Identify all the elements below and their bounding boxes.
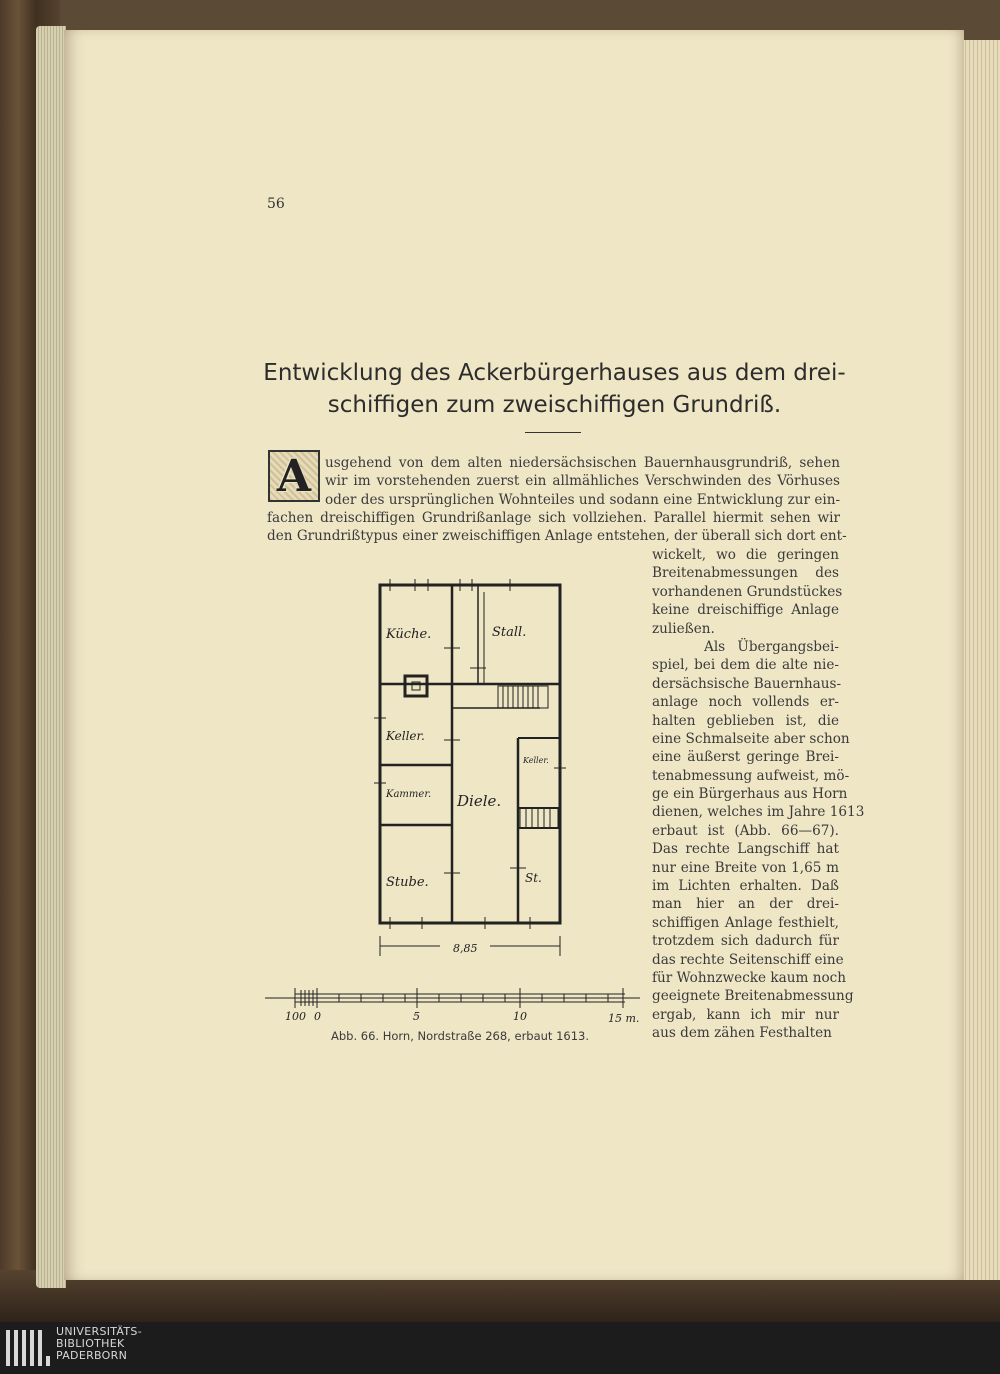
page-edges-right [958, 40, 1000, 1280]
text-line: im Lichten erhalten. Daß [652, 878, 839, 895]
decorated-initial [268, 450, 320, 502]
room-label-keller-left: Keller. [386, 729, 425, 743]
text-line: ergab, kann ich mir nur [652, 1006, 839, 1023]
page-number: 56 [267, 196, 285, 212]
initial-letter: A [276, 450, 312, 502]
text-line: dersächsische Bauernhaus- [652, 675, 842, 692]
text-line: ge ein Bürgerhaus aus Horn [652, 786, 848, 803]
text-line: oder des ursprünglichen Wohnteiles und sodann eine Entwicklung zur ein- [325, 491, 841, 508]
text-line: eine Schmalseite aber schon [652, 730, 850, 747]
page-edges [36, 26, 66, 1288]
paragraph-full [267, 509, 847, 546]
library-logo-icon [6, 1328, 50, 1368]
scale-label: 10 [513, 1010, 527, 1023]
room-label-keller-right: Keller. [523, 756, 549, 765]
width-dimension-label: 8,85 [453, 942, 478, 955]
text-line: aus dem zähen Festhalten [652, 1025, 832, 1042]
text-line: keine dreischiffige Anlage [652, 602, 839, 619]
chapter-title [262, 357, 847, 421]
text-line: wickelt, wo die geringen [652, 547, 839, 563]
text-line: geeignete Breitenabmessung [652, 988, 854, 1005]
text-line: vorhandenen Grundstückes [652, 583, 843, 600]
text-line: Breitenabmessungen des [652, 565, 839, 582]
text-line: nur eine Breite von 1,65 m [652, 859, 839, 876]
text-line: wir im vorstehenden zuerst ein allmähliches Verschwinden des Vörhuses [325, 473, 840, 490]
text-line: man hier an der drei- [652, 896, 839, 913]
scale-label: 5 [413, 1010, 420, 1023]
text-line: tenabmessung aufweist, mö- [652, 767, 850, 784]
room-label-kammer: Kammer. [386, 789, 432, 800]
paragraph-indented [325, 454, 840, 509]
figure-caption: Abb. 66. Horn, Nordstraße 268, erbaut 1613. [330, 1029, 590, 1043]
text-line: usgehend von dem alten niedersächsischen Bauernhausgrundriß, sehen [325, 455, 840, 471]
title-divider [525, 432, 581, 433]
floor-plan [360, 568, 570, 968]
text-line: spiel, bei dem die alte nie- [652, 657, 839, 674]
text-line: trotzdem sich dadurch für [652, 933, 839, 950]
text-line: dienen, welches im Jahre 1613 [652, 804, 865, 821]
text-line: für Wohnzwecke kaum noch [652, 969, 847, 986]
scale-label: 15 m. [608, 1012, 640, 1025]
text-line: Das rechte Langschiff hat [652, 841, 839, 858]
text-line: das rechte Seitenschiff eine [652, 951, 844, 968]
text-line: den Grundrißtypus einer zweischiffigen Anlage entstehen, der überall sich dort ent- [267, 528, 847, 545]
room-label-stube: Stube. [386, 875, 429, 890]
text-line: erbaut ist (Abb. 66—67). [652, 822, 839, 839]
text-line: fachen dreischiffigen Grundrißanlage sich vollziehen. Parallel hiermit sehen wir [267, 510, 840, 526]
scale-bar [265, 985, 645, 1025]
title-line-1: Entwicklung des Ackerbürgerhauses aus dem drei- [263, 360, 846, 386]
text-line: eine äußerst geringe Brei- [652, 749, 839, 766]
scale-label: 100 [285, 1010, 306, 1023]
room-label-st: St. [525, 871, 542, 885]
library-name-line: UNIVERSITÄTS- [56, 1325, 142, 1338]
text-line: halten geblieben ist, die [652, 712, 839, 729]
text-line: schiffigen Anlage festhielt, [652, 914, 839, 931]
library-name-line: BIBLIOTHEK [56, 1337, 125, 1350]
text-line: zuließen. [652, 620, 715, 637]
room-label-stall: Stall. [492, 625, 527, 640]
text-line: Als Übergangsbei- [704, 638, 839, 655]
library-name [56, 1326, 256, 1362]
room-label-diele: Diele. [457, 792, 502, 810]
library-name-line: PADERBORN [56, 1349, 128, 1362]
side-column-text [652, 546, 865, 1043]
title-line-2: schiffigen zum zweischiffigen Grundriß. [327, 392, 782, 418]
scale-label: 0 [314, 1010, 321, 1023]
room-label-kueche: Küche. [386, 627, 432, 642]
text-line: anlage noch vollends er- [652, 694, 839, 711]
